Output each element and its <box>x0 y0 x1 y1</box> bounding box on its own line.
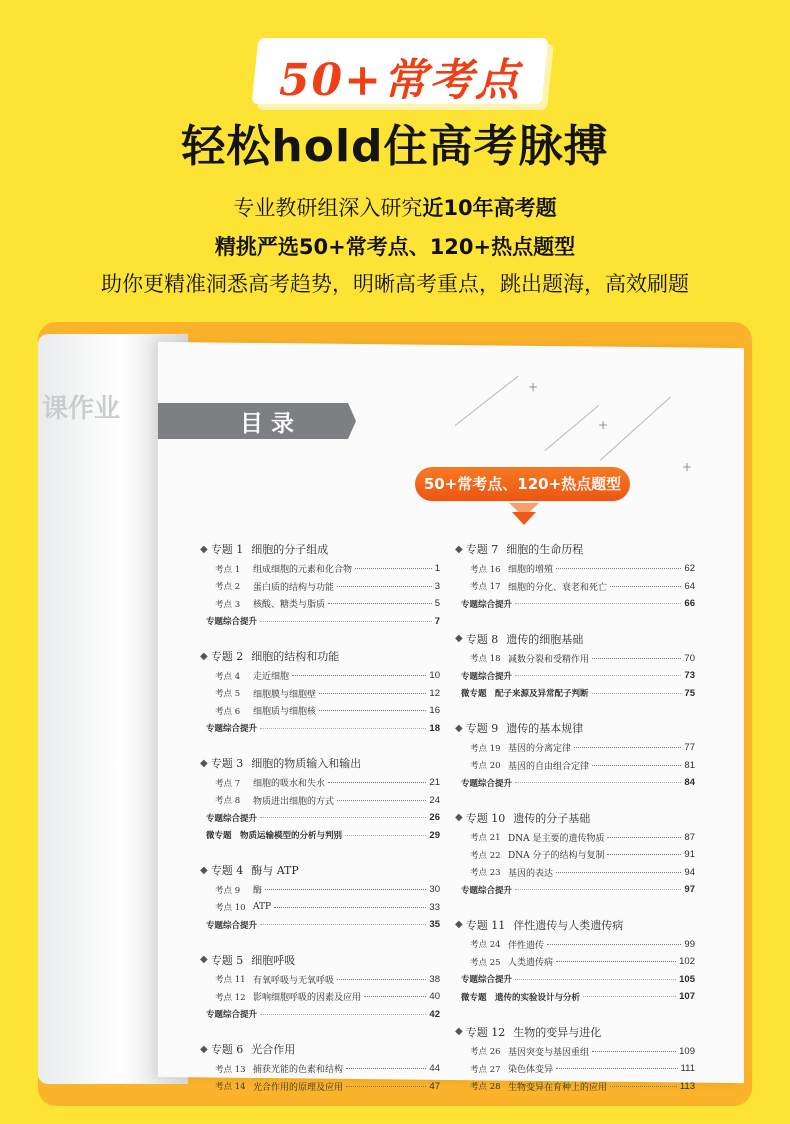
toc-entry <box>455 757 695 775</box>
toc-entry <box>200 809 440 827</box>
toc-entry-leader <box>346 1086 426 1087</box>
toc-entry-leader <box>515 603 681 604</box>
toc-section <box>200 951 440 1024</box>
toc-entry-point: 考点 5 <box>215 689 241 700</box>
toc-entry-title: 专题综合提升 <box>461 599 513 610</box>
toc-entry-point: 考点 16 <box>470 564 501 575</box>
toc-section-title: 伴性遗传与人类遗传病 <box>513 918 624 932</box>
toc-entry-leader <box>328 782 426 783</box>
toc-entry-point: 考点 21 <box>470 833 501 844</box>
toc-entry-page: 113 <box>679 1080 695 1092</box>
toc-section-heading <box>200 540 440 558</box>
toc-section-title: 遗传的分子基础 <box>513 811 591 825</box>
toc-entry <box>200 774 440 792</box>
toc-section <box>200 1040 440 1095</box>
toc-entry-page: 111 <box>680 1063 695 1075</box>
toc-entry-title: 基因的表达 <box>508 868 554 879</box>
subtitle-line-1-prefix: 专业教研组深入研究 <box>233 196 423 220</box>
toc-section-number: 专题 4 <box>210 864 244 877</box>
toc-entry-page: 18 <box>429 722 440 734</box>
toc-section <box>455 1023 695 1096</box>
bullet-icon: ◆ <box>200 757 208 769</box>
toc-entry-page: 99 <box>684 938 695 950</box>
toc-entry-page: 107 <box>679 991 695 1003</box>
toc-entry-title: 微专题 物质运输模型的分析与判别 <box>206 831 343 842</box>
toc-entry <box>200 720 440 738</box>
toc-section-title: 细胞的分子组成 <box>251 543 329 556</box>
subtitle-line-1 <box>0 192 790 222</box>
toc-entry <box>455 881 695 899</box>
headline: 轻松hold住高考脉搏 <box>181 121 609 172</box>
toc-section-heading <box>200 861 440 879</box>
toc-entry-title: 基因突变与基因重组 <box>508 1047 590 1058</box>
toc-entry-page: 10 <box>429 670 440 682</box>
subtitle-line-3: 助你更精准洞悉高考趋势，明晰高考重点，跳出题海，高效刷题 <box>101 272 689 296</box>
bullet-icon: ◆ <box>455 633 463 644</box>
toc-entry-leader <box>328 603 432 604</box>
toc-section-title: 光合作用 <box>251 1043 296 1056</box>
bullet-icon: ◆ <box>200 954 208 965</box>
toc-entry-point: 考点 11 <box>215 975 246 986</box>
toc-entry-point: 考点 28 <box>470 1082 501 1093</box>
deco-plus-icon: + <box>682 460 693 474</box>
toc-entry-leader <box>607 854 681 855</box>
toc-entry <box>200 685 440 703</box>
toc-section <box>200 861 440 934</box>
toc-section-heading <box>200 951 440 969</box>
toc-entry-title: 微专题 遗传的实验设计与分析 <box>461 992 581 1003</box>
toc-entry <box>200 578 440 596</box>
toc-entry-page: 12 <box>429 687 440 699</box>
toc-section-heading <box>200 647 440 665</box>
toc-section-title: 遗传的基本规律 <box>506 722 584 735</box>
toc-entry-title: 专题综合提升 <box>461 885 513 896</box>
toc-entry <box>455 1078 695 1096</box>
toc-entry-title: 基因的自由组合定律 <box>508 761 590 772</box>
toc-entry-page: 64 <box>684 580 695 592</box>
toc-section-number: 专题 3 <box>210 757 244 770</box>
toc-entry-title: ATP <box>253 902 272 913</box>
toc-entry-leader <box>292 675 426 676</box>
toc-entry <box>455 595 695 613</box>
toc-entry <box>455 953 695 971</box>
toc-entry-point: 考点 27 <box>470 1064 501 1075</box>
toc-section-number: 专题 1 <box>210 543 244 556</box>
toc-entry <box>455 1060 695 1078</box>
toc-entry-title: 细胞膜与细胞壁 <box>253 689 317 700</box>
toc-entry-page: 38 <box>429 973 440 985</box>
toc-entry-leader <box>574 747 681 748</box>
toc-section <box>200 754 440 844</box>
toc-entry-point: 考点 14 <box>215 1082 246 1093</box>
toc-entry-title: 细胞的吸水和失水 <box>253 779 326 790</box>
toc-entry-title: 专题综合提升 <box>206 1010 258 1021</box>
toc-entry-title: 核酸、糖类与脂质 <box>253 600 326 611</box>
toc-section-heading <box>200 1040 440 1058</box>
toc-entry-page: 5 <box>434 598 440 610</box>
bullet-icon: ◆ <box>455 543 463 555</box>
hot-topic-pill: 50+常考点、120+热点题型 <box>415 467 630 501</box>
bullet-icon: ◆ <box>200 864 208 876</box>
toc-entry <box>455 864 695 882</box>
bullet-icon: ◆ <box>455 919 463 930</box>
toc-section-number: 专题 5 <box>210 953 244 967</box>
toc-entry-title: 有氧呼吸与无氧呼吸 <box>253 975 335 986</box>
toc-entry-title: 减数分裂和受精作用 <box>508 654 590 665</box>
toc-entry-leader <box>592 765 681 766</box>
toc-entry-leader <box>583 996 676 997</box>
toc-section <box>455 916 695 1006</box>
bullet-icon: ◆ <box>200 543 208 555</box>
toc-entry-page: 84 <box>684 777 695 789</box>
toc-entry-leader <box>515 979 676 980</box>
toc-entry-page: 30 <box>429 884 440 896</box>
toc-section-title: 生物的变异与进化 <box>513 1025 602 1039</box>
toc-entry-page: 3 <box>434 580 440 592</box>
toc-entry <box>455 650 695 668</box>
toc-entry <box>455 667 695 685</box>
toc-entry <box>455 846 695 864</box>
toc-entry-point: 考点 2 <box>215 582 241 593</box>
toc-entry-title: 专题综合提升 <box>206 724 258 735</box>
toc-entry-title: 光合作用的原理及应用 <box>253 1082 344 1093</box>
toc-section-number: 专题 9 <box>465 722 499 735</box>
toc-section-number: 专题 8 <box>465 632 499 646</box>
toc-entry-leader <box>547 944 681 945</box>
toc-section <box>200 647 440 737</box>
toc-entry-point: 考点 20 <box>470 761 501 772</box>
toc-entry-page: 33 <box>429 901 440 913</box>
toc-entry-page: 47 <box>429 1080 440 1092</box>
bullet-icon: ◆ <box>200 1043 208 1055</box>
toc-entry-page: 35 <box>429 919 440 931</box>
toc-entry-leader <box>515 889 681 890</box>
toc-entry-title: 组成细胞的元素和化合物 <box>253 565 353 576</box>
toc-entry-leader <box>319 693 426 694</box>
toc-section-heading <box>455 540 695 558</box>
toc-section-heading <box>455 1023 695 1041</box>
toc-entry-point: 考点 25 <box>470 957 501 968</box>
toc-entry-page: 40 <box>429 991 440 1003</box>
toc-entry-title: 细胞的增殖 <box>508 565 554 576</box>
toc-entry-page: 1 <box>434 563 440 575</box>
toc-entry <box>200 560 440 578</box>
toc-entry-page: 16 <box>429 705 440 717</box>
toc-entry-leader <box>607 837 681 838</box>
toc-entry-point: 考点 26 <box>470 1047 501 1058</box>
toc-section <box>455 809 695 899</box>
toc-entry-leader <box>515 782 681 783</box>
toc-entry <box>455 685 695 703</box>
toc-entry-leader <box>274 907 426 908</box>
toc-entry-title: 走近细胞 <box>253 672 290 683</box>
toc-entry-leader <box>345 835 426 836</box>
toc-section-heading <box>455 916 695 934</box>
toc-entry-title: 微专题 配子来源及异常配子判断 <box>461 689 589 700</box>
toc-section <box>455 540 695 613</box>
toc-entry <box>200 971 440 989</box>
toc-title: 目录 <box>240 411 302 437</box>
toc-entry-page: 7 <box>434 615 440 627</box>
badge <box>255 38 545 108</box>
toc-entry-leader <box>260 621 432 622</box>
toc-entry <box>200 792 440 810</box>
left-page-ghost-text: 课作业 <box>42 394 121 424</box>
toc-entry-leader <box>265 889 426 890</box>
toc-section-title: 遗传的细胞基础 <box>506 632 584 646</box>
toc-entry-leader <box>592 658 681 659</box>
toc-entry-page: 62 <box>684 563 695 575</box>
toc-entry-page: 44 <box>429 1063 440 1075</box>
toc-section-number: 专题 12 <box>465 1025 506 1039</box>
toc-entry-point: 考点 12 <box>215 992 246 1003</box>
toc-entry-leader <box>592 1051 676 1052</box>
toc-entry-page: 66 <box>684 598 695 610</box>
toc-entry-point: 考点 4 <box>215 671 241 682</box>
toc-entry-title: 基因的分离定律 <box>508 744 572 755</box>
toc-entry <box>455 936 695 954</box>
bullet-icon: ◆ <box>455 812 463 823</box>
toc-section-title: 细胞的物质输入和输出 <box>251 757 362 770</box>
toc-section-number: 专题 10 <box>465 811 506 825</box>
toc-entry-page: 42 <box>429 1008 440 1020</box>
toc-section <box>455 719 695 792</box>
toc-entry <box>200 1006 440 1024</box>
deco-plus-icon: + <box>598 418 609 432</box>
toc-entry-page: 91 <box>684 849 695 861</box>
toc-entry-point: 考点 3 <box>215 599 241 610</box>
toc-entry <box>200 1078 440 1096</box>
toc-entry-title: 专题综合提升 <box>461 671 513 682</box>
toc-entry-leader <box>260 728 426 729</box>
toc-entry-title: 专题综合提升 <box>461 778 513 789</box>
toc-entry-page: 109 <box>679 1045 695 1057</box>
toc-entry-point: 考点 1 <box>215 564 241 575</box>
toc-entry <box>200 702 440 720</box>
toc-entry-leader <box>556 961 676 962</box>
toc-entry-page: 105 <box>679 973 695 985</box>
toc-section-number: 专题 2 <box>210 650 244 663</box>
toc-entry-title: 捕获光能的色素和结构 <box>253 1065 344 1076</box>
toc-entry-title: 专题综合提升 <box>461 975 513 986</box>
toc-entry-page: 24 <box>429 794 440 806</box>
toc-section-number: 专题 11 <box>465 918 506 932</box>
toc-entry <box>455 971 695 989</box>
toc-entry-leader <box>260 817 426 818</box>
toc-entry-page: 26 <box>429 812 440 824</box>
toc-section-title: 细胞呼吸 <box>251 953 296 967</box>
toc-entry-title: DNA 是主要的遗传物质 <box>508 833 605 844</box>
toc-section-number: 专题 7 <box>465 543 499 556</box>
toc-entry <box>455 829 695 847</box>
toc-entry-page: 21 <box>429 777 440 789</box>
toc-entry-title: 生物变异在育种上的应用 <box>508 1082 608 1093</box>
toc-entry-point: 考点 22 <box>470 850 501 861</box>
toc-section <box>455 630 695 703</box>
toc-entry-title: 染色体变异 <box>508 1065 554 1076</box>
toc-entry-leader <box>337 979 426 980</box>
toc-entry-title: DNA 分子的结构与复制 <box>508 851 605 862</box>
subtitle-line-1-bold: 近10年高考题 <box>422 196 557 220</box>
toc-entry-title: 蛋白质的结构与功能 <box>253 582 335 593</box>
toc-entry <box>455 988 695 1006</box>
toc-section-title: 酶与 ATP <box>251 864 299 877</box>
toc-entry-page: 70 <box>684 652 695 664</box>
chevron-down-icon <box>509 503 539 527</box>
toc-section-heading <box>200 754 440 772</box>
toc-section-title: 细胞的生命历程 <box>506 543 584 556</box>
toc-entry-leader <box>319 710 426 711</box>
bullet-icon: ◆ <box>455 722 463 734</box>
toc-right-column <box>455 540 695 1112</box>
toc-entry-page: 73 <box>684 670 695 682</box>
toc-entry-leader <box>592 693 682 694</box>
toc-entry-leader <box>556 568 681 569</box>
toc-entry-page: 97 <box>684 884 695 896</box>
toc-section-heading <box>455 809 695 827</box>
toc-entry-point: 考点 6 <box>215 706 241 717</box>
toc-entry-page: 102 <box>679 956 695 968</box>
toc-entry-point: 考点 13 <box>215 1064 246 1075</box>
toc-entry-page: 77 <box>684 742 695 754</box>
toc-entry-leader <box>556 1068 678 1069</box>
toc-entry-leader <box>260 1014 426 1015</box>
toc-entry-page: 94 <box>684 866 695 878</box>
toc-entry-title: 人类遗传病 <box>508 958 554 969</box>
toc-entry-leader <box>610 586 681 587</box>
toc-entry-title: 细胞的分化、衰老和死亡 <box>508 582 608 593</box>
toc-entry-title: 专题综合提升 <box>206 920 258 931</box>
toc-entry <box>455 560 695 578</box>
toc-entry-title: 酶 <box>253 886 263 897</box>
toc-section-heading <box>455 719 695 737</box>
toc-section-title: 细胞的结构和功能 <box>251 650 340 663</box>
toc-entry-point: 考点 23 <box>470 868 501 879</box>
badge-text: 50+常考点 <box>278 55 522 106</box>
toc-entry-point: 考点 9 <box>215 885 241 896</box>
toc-entry <box>455 774 695 792</box>
toc-entry <box>200 1060 440 1078</box>
toc-entry-point: 考点 18 <box>470 654 501 665</box>
toc-entry-title: 伴性遗传 <box>508 940 545 951</box>
toc-entry-page: 75 <box>684 687 695 699</box>
toc-entry-page: 87 <box>684 831 695 843</box>
toc-entry-leader <box>364 996 426 997</box>
toc-entry-leader <box>346 1068 426 1069</box>
toc-entry <box>200 899 440 917</box>
toc-entry-leader <box>337 586 432 587</box>
toc-entry <box>200 827 440 845</box>
toc-section-heading <box>455 630 695 648</box>
toc-entry-title: 影响细胞呼吸的因素及应用 <box>253 993 362 1004</box>
toc-left-column <box>200 540 440 1112</box>
toc-entry-title: 细胞质与细胞核 <box>253 707 317 718</box>
toc-entry-point: 考点 19 <box>470 743 501 754</box>
toc-entry <box>200 613 440 631</box>
toc-section <box>200 540 440 630</box>
toc-entry-page: 29 <box>429 829 440 841</box>
toc-entry-leader <box>610 1086 677 1087</box>
toc-entry-leader <box>515 675 681 676</box>
toc-entry-leader <box>355 568 432 569</box>
toc-entry <box>200 595 440 613</box>
toc-entry-leader <box>556 872 681 873</box>
toc-entry-title: 专题综合提升 <box>206 813 258 824</box>
toc-entry <box>200 881 440 899</box>
toc-entry <box>200 988 440 1006</box>
toc-entry <box>200 667 440 685</box>
toc-entry-point: 考点 8 <box>215 796 241 807</box>
toc-entry-leader <box>260 924 426 925</box>
toc-entry-title: 专题综合提升 <box>206 617 258 628</box>
bullet-icon: ◆ <box>200 650 208 662</box>
toc-entry-title: 物质进出细胞的方式 <box>253 796 335 807</box>
toc-entry-point: 考点 17 <box>470 582 501 593</box>
toc-entry-page: 81 <box>684 759 695 771</box>
toc-entry-point: 考点 7 <box>215 778 241 789</box>
subtitle-line-2: 精挑严选50+常考点、120+热点题型 <box>214 235 576 259</box>
toc-entry-point: 考点 10 <box>215 903 246 914</box>
toc-entry-leader <box>337 800 426 801</box>
deco-plus-icon: + <box>528 380 539 394</box>
toc-section-number: 专题 6 <box>210 1043 244 1056</box>
toc-entry <box>455 739 695 757</box>
toc-entry <box>455 1043 695 1061</box>
toc-entry <box>455 578 695 596</box>
toc-entry <box>200 916 440 934</box>
bullet-icon: ◆ <box>455 1026 463 1037</box>
toc-entry-point: 考点 24 <box>470 940 501 951</box>
